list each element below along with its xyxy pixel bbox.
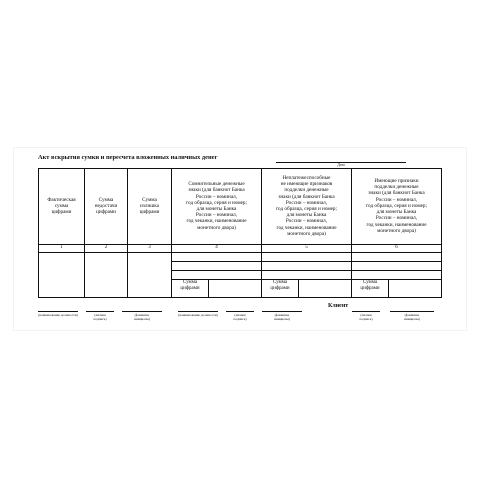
client-label: Клиент	[328, 303, 349, 309]
signature-line[interactable]	[122, 311, 162, 312]
column-number: 4	[215, 245, 218, 250]
sum-cell-divider	[208, 279, 209, 298]
entry-line	[171, 261, 442, 262]
position-caption: (наименование должности)	[178, 313, 218, 317]
signature-caption: (личная подпись)	[233, 313, 247, 321]
column-number: 2	[104, 245, 108, 250]
sum-label-col5: Сумма цифрами	[270, 280, 290, 291]
name-caption: (фамилия, инициалы)	[274, 313, 290, 321]
signature-line[interactable]	[226, 311, 254, 312]
signature-caption: (личная подпись)	[359, 313, 373, 321]
header-counterfeit-notes: Имеющие признаки подделки денежные знаки (для банкнот Банка России – номинал, год образца, серия и номер; для монеты Банка России – номинал, год чеканки, наименование монетного двора)	[366, 178, 427, 234]
table-border-bottom	[38, 297, 442, 298]
sum-cell-divider	[388, 279, 389, 298]
date-caption: Дата	[337, 163, 345, 167]
name-caption: (фамилия, инициалы)	[404, 313, 420, 321]
column-number: 6	[395, 245, 398, 250]
column-number: 5	[305, 245, 308, 250]
sum-cell-divider	[298, 279, 299, 298]
header-doubtful-notes: Сомнительные денежные знаки (для банкнот Банка России – номинал, год образца, серия и номер; для монеты Банка России – номинал, год чеканки, наименование монетного двора)	[186, 181, 247, 231]
entry-line	[171, 279, 442, 280]
name-caption: (фамилия, инициалы)	[134, 313, 150, 321]
signature-caption: (личная подпись)	[93, 313, 107, 321]
cash-count-table	[38, 168, 442, 298]
signature-line[interactable]	[390, 311, 434, 312]
column-number: 1	[60, 245, 63, 250]
entry-line	[171, 270, 442, 271]
header-unpayable-notes: Неплатежеспособные не имеющие признаков подделки денежные знаки (для банкнот Банка России – номинал, год образца, серия и номер; для монеты Банка России – номинал, год чеканки, наименование монетного двора)	[276, 174, 337, 237]
signature-line[interactable]	[86, 311, 114, 312]
signature-line[interactable]	[38, 311, 78, 312]
form-title: Акт вскрытия сумки и пересчета вложенных наличных денег	[38, 154, 218, 161]
signature-line[interactable]	[178, 311, 218, 312]
signature-line[interactable]	[262, 311, 302, 312]
signature-line[interactable]	[352, 311, 380, 312]
position-caption: (наименование должности)	[38, 313, 78, 317]
header-actual-sum: Фактическая сумма цифрами	[47, 196, 76, 216]
number-row-bottom-line	[38, 252, 442, 253]
column-number: 3	[148, 245, 151, 250]
header-surplus-sum: Сумма излишка цифрами	[139, 196, 160, 216]
sum-label-col6: Сумма цифрами	[360, 280, 380, 291]
header-shortage-sum: Сумма недостачи цифрами	[94, 196, 118, 216]
sum-label-col4: Сумма цифрами	[180, 280, 200, 291]
